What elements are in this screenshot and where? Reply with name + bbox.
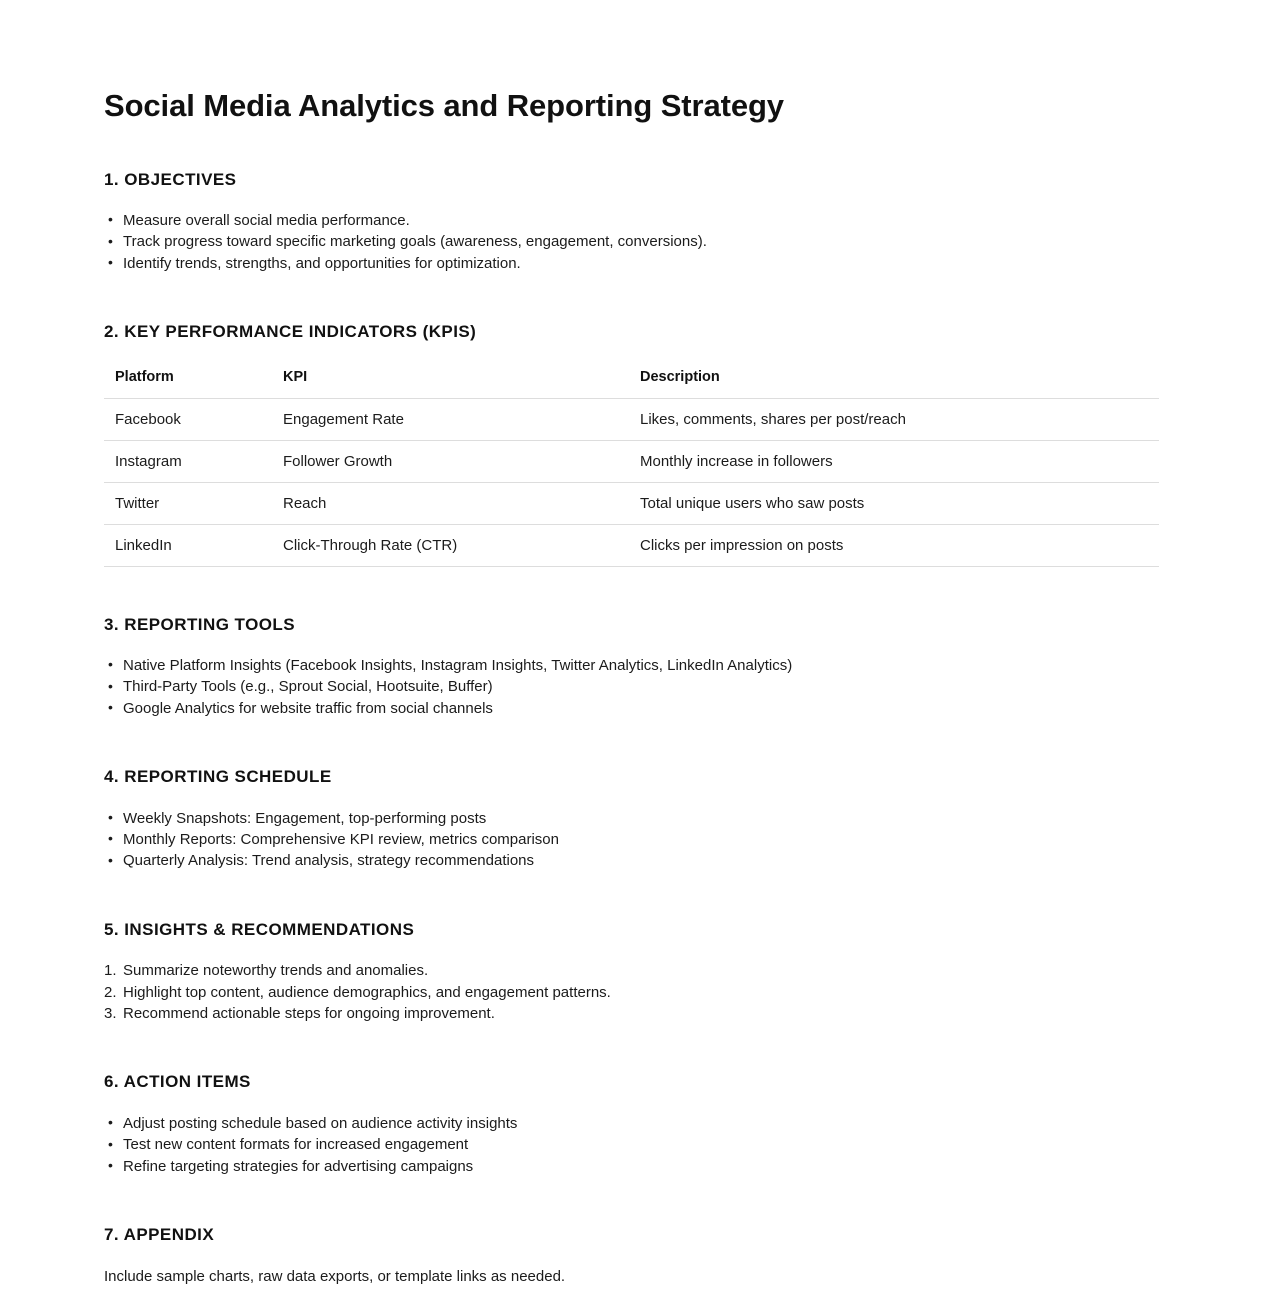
- cell-kpi: Click-Through Rate (CTR): [272, 524, 629, 566]
- section-appendix: [104, 1225, 1160, 1288]
- appendix-paragraph: Include sample charts, raw data exports, or template links as needed.: [104, 1268, 566, 1286]
- page-title: Social Media Analytics and Reporting Strategy: [104, 88, 784, 123]
- list-item: • Monthly Reports: Comprehensive KPI review, metrics comparison: [104, 829, 1160, 850]
- table-row: [104, 524, 1159, 566]
- section-objectives: [104, 170, 1160, 275]
- table-row: [104, 398, 1159, 440]
- section-heading-reporting-tools: 3. REPORTING TOOLS: [104, 614, 296, 634]
- cell-platform: Twitter: [104, 482, 272, 524]
- section-reporting-schedule: [104, 767, 1160, 872]
- section-kpis: [104, 322, 1160, 566]
- list-item: • Identify trends, strengths, and opportunities for optimization.: [104, 253, 1160, 274]
- list-item: Summarize noteworthy trends and anomalies.: [123, 962, 429, 980]
- reporting-schedule-list: [104, 808, 1160, 872]
- section-insights-recommendations: [104, 920, 1160, 1025]
- reporting-tools-list: [104, 655, 1160, 719]
- list-item: • Test new content formats for increased engagement: [104, 1134, 1160, 1155]
- section-heading-reporting-schedule: 4. REPORTING SCHEDULE: [104, 767, 332, 787]
- section-heading-action-items: 6. ACTION ITEMS: [104, 1072, 251, 1092]
- section-heading-objectives: 1. OBJECTIVES: [104, 169, 237, 189]
- cell-platform: LinkedIn: [104, 524, 272, 566]
- section-reporting-tools: [104, 615, 1160, 720]
- kpi-table-body: [104, 398, 1159, 566]
- cell-kpi: Follower Growth: [272, 440, 629, 482]
- section-heading-kpis: 2. KEY PERFORMANCE INDICATORS (KPIS): [104, 322, 477, 342]
- kpi-table-wrapper: [104, 369, 1160, 567]
- cell-description: Likes, comments, shares per post/reach: [629, 398, 1159, 440]
- list-item: • Native Platform Insights (Facebook Insights, Instagram Insights, Twitter Analytics, LinkedIn Analytics): [104, 655, 1160, 676]
- document-body: [104, 0, 1160, 1288]
- list-item: • Measure overall social media performance.: [104, 210, 1160, 231]
- cell-description: Clicks per impression on posts: [629, 524, 1159, 566]
- kpi-table-head: [104, 369, 1159, 399]
- list-item: Recommend actionable steps for ongoing improvement.: [123, 1005, 495, 1022]
- table-header-row: [104, 369, 1159, 399]
- cell-description: Monthly increase in followers: [629, 440, 1159, 482]
- list-item: • Weekly Snapshots: Engagement, top-performing posts: [104, 808, 1160, 829]
- list-item: • Third-Party Tools (e.g., Sprout Social, Hootsuite, Buffer): [104, 676, 1160, 697]
- list-item: • Adjust posting schedule based on audience activity insights: [104, 1113, 1160, 1134]
- cell-kpi: Reach: [272, 482, 629, 524]
- list-item: • Google Analytics for website traffic from social channels: [104, 698, 1160, 719]
- cell-description: Total unique users who saw posts: [629, 482, 1159, 524]
- list-item: • Refine targeting strategies for advertising campaigns: [104, 1156, 1160, 1177]
- section-heading-appendix: 7. APPENDIX: [104, 1225, 215, 1245]
- column-header-kpi: KPI: [272, 369, 629, 399]
- table-row: [104, 440, 1159, 482]
- column-header-platform: Platform: [104, 369, 272, 399]
- action-items-list: [104, 1113, 1160, 1177]
- insights-list: [104, 960, 1160, 1024]
- table-row: [104, 482, 1159, 524]
- cell-kpi: Engagement Rate: [272, 398, 629, 440]
- section-action-items: [104, 1072, 1160, 1177]
- kpi-table: [104, 369, 1159, 567]
- list-item: Highlight top content, audience demographics, and engagement patterns.: [123, 983, 611, 1001]
- cell-platform: Instagram: [104, 440, 272, 482]
- objectives-list: [104, 210, 1160, 274]
- list-item: • Track progress toward specific marketing goals (awareness, engagement, conversions).: [104, 231, 1160, 252]
- column-header-description: Description: [629, 369, 1159, 399]
- section-heading-insights-recommendations: 5. INSIGHTS & RECOMMENDATIONS: [104, 919, 415, 939]
- list-item: • Quarterly Analysis: Trend analysis, strategy recommendations: [104, 850, 1160, 871]
- cell-platform: Facebook: [104, 398, 272, 440]
